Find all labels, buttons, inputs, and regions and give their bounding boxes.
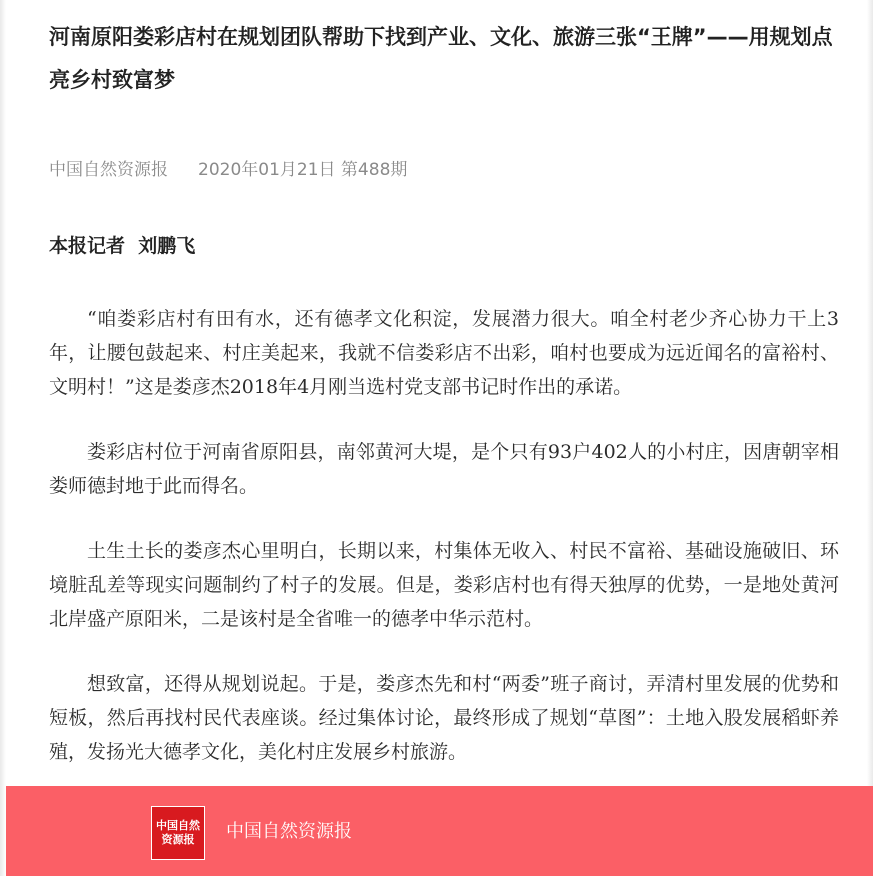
page-edge-right [867,0,873,876]
article-source[interactable]: 中国自然资源报 [49,160,168,180]
publisher-logo-line1: 中国自然 [156,819,200,832]
paragraph-1: “咱娄彩店村有田有水，还有德孝文化积淀，发展潜力很大。咱全村老少齐心协力干上3年，让腰包鼓起来、村庄美起来，我就不信娄彩店不出彩，咱村也要成为远近闻名的富裕村、文明村！”这是娄彦杰2018年4月刚当选村党支部书记时作出的承诺。 [49,308,839,398]
article-body [49,16,839,769]
article-title: 河南原阳娄彩店村在规划团队帮助下找到产业、文化、旅游三张“王牌”——用规划点亮乡村致富梦 [49,25,833,92]
article-date-issue: 2020年01月21日 第488期 [198,160,408,180]
page-edge-left [0,0,6,876]
paragraph-3: 土生土长的娄彦杰心里明白，长期以来，村集体无收入、村民不富裕、基础设施破旧、环境脏乱差等现实问题制约了村子的发展。但是，娄彩店村也有得天独厚的优势，一是地处黄河北岸盛产原阳米，二是该村是全省唯一的德孝中华示范村。 [49,540,839,630]
publisher-footer-bar[interactable] [6,786,873,876]
paragraph-2: 娄彩店村位于河南省原阳县，南邻黄河大堤，是个只有93户402人的小村庄，因唐朝宰相娄师德封地于此而得名。 [49,441,839,497]
publisher-logo-line2: 资源报 [161,833,195,846]
article-meta [49,156,839,184]
publisher-logo[interactable] [151,806,205,860]
paragraph-4: 想致富，还得从规划说起。于是，娄彦杰先和村“两委”班子商讨，弄清村里发展的优势和短板，然后再找村民代表座谈。经过集体讨论，最终形成了规划“草图”：土地入股发展稻虾养殖，发扬光大德孝文化，美化村庄发展乡村旅游。 [49,673,839,763]
article-byline: 本报记者 刘鹏飞 [49,235,196,257]
publisher-name[interactable]: 中国自然资源报 [226,821,352,842]
